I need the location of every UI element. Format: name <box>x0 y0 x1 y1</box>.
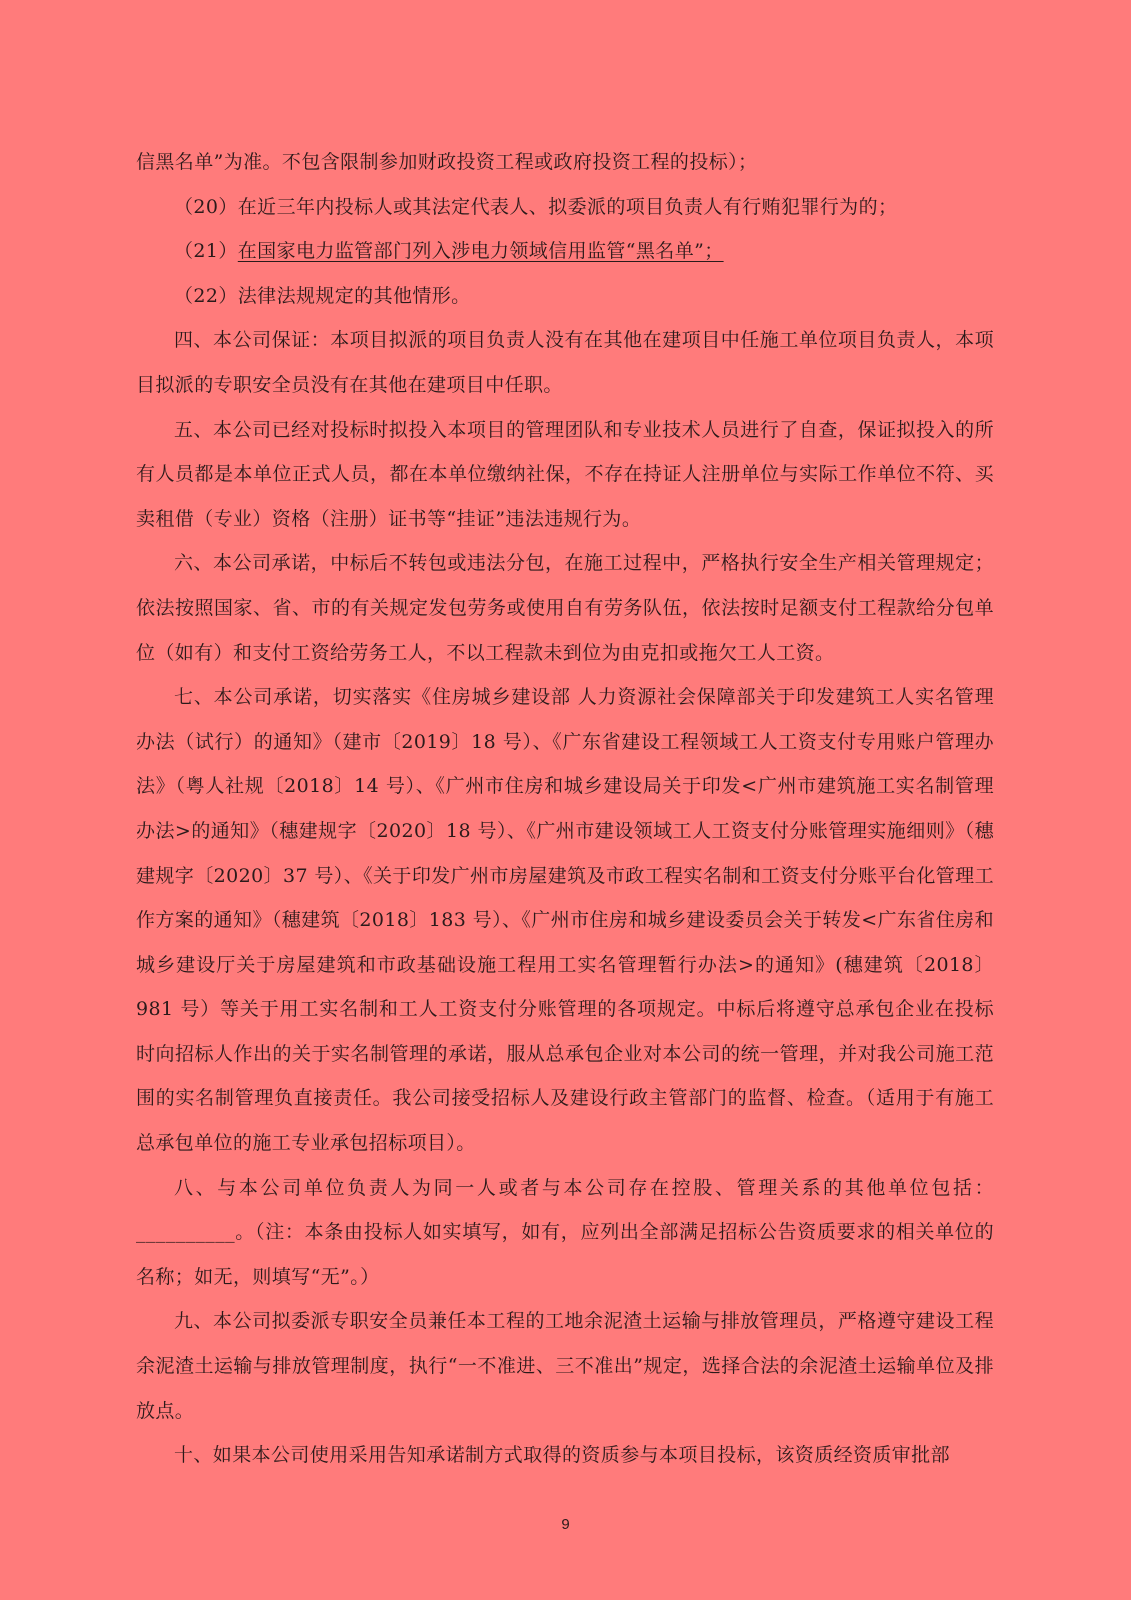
paragraph-section-5: 五、本公司已经对投标时拟投入本项目的管理团队和专业技术人员进行了自查，保证拟投入的所有人员都是本单位正式人员，都在本单位缴纳社保，不存在持证人注册单位与实际工作单位不符、买卖租借（专业）资格（注册）证书等“挂证”违法违规行为。 <box>136 418 994 530</box>
paragraph-section-10: 十、如果本公司使用采用告知承诺制方式取得的资质参与本项目投标，该资质经资质审批部 <box>174 1444 951 1467</box>
paragraph-clause-20: （20）在近三年内投标人或其法定代表人、拟委派的项目负责人有行贿犯罪行为的； <box>174 195 898 218</box>
paragraph-section-6: 六、本公司承诺，中标后不转包或违法分包，在施工过程中，严格执行安全生产相关管理规定；依法按照国家、省、市的有关规定发包劳务或使用自有劳务队伍，依法按时足额支付工程款给分包单位（如有）和支付工资给劳务工人，不以工程款未到位为由克扣或拖欠工人工资。 <box>136 552 994 664</box>
clause-21-number: （21） <box>174 240 238 263</box>
clause-21-underlined-text: 在国家电力监管部门列入涉电力领域信用监管“黑名单”； <box>237 240 724 263</box>
paragraph-continuation: 信黑名单”为准。不包含限制参加财政投资工程或政府投资工程的投标）； <box>136 151 758 173</box>
document-body <box>136 140 994 1478</box>
paragraph-clause-21 <box>136 229 994 274</box>
paragraph-section-7: 七、本公司承诺，切实落实《住房城乡建设部 人力资源社会保障部关于印发建筑工人实名管理办法（试行）的通知》（建市〔2019〕18 号）、《广东省建设工程领域工人工资支付专用账户管理办法》（粤人社规〔2018〕14 号）、《广州市住房和城乡建设局关于印发<广州市建筑施工实名制管理办法>的通知》（穗建规字〔2020〕18 号）、《广州市建设领域工人工资支付分账管理实施细则》（穗建规字〔2020〕37 号）、《关于印发广州市房屋建筑及市政工程实名制和工资支付分账平台化管理工作方案的通知》（穗建筑〔2018〕183 号）、《广州市住房和城乡建设委员会关于转发<广东省住房和城乡建设厅关于房屋建筑和市政基础设施工程用工实名管理暂行办法>的通知》(穗建筑〔2018〕981 号）等关于用工实名制和工人工资支付分账管理的各项规定。中标后将遵守总承包企业在投标时向招标人作出的关于实名制管理的承诺，服从总承包企业对本公司的统一管理，并对我公司施工范围的实名制管理负直接责任。我公司接受招标人及建设行政主管部门的监督、检查。（适用于有施工总承包单位的施工专业承包招标项目）。 <box>136 686 994 1155</box>
paragraph-section-8: 八、与本公司单位负责人为同一人或者与本公司存在控股、管理关系的其他单位包括：__________。（注：本条由投标人如实填写，如有，应列出全部满足招标公告资质要求的相关单位的名称；如无，则填写“无”。） <box>136 1176 994 1288</box>
paragraph-section-4: 四、本公司保证：本项目拟派的项目负责人没有在其他在建项目中任施工单位项目负责人，本项目拟派的专职安全员没有在其他在建项目中任职。 <box>136 329 994 396</box>
page-number: 9 <box>561 1516 570 1533</box>
paragraph-clause-22: （22）法律法规规定的其他情形。 <box>174 284 471 307</box>
paragraph-section-9: 九、本公司拟委派专职安全员兼任本工程的工地余泥渣土运输与排放管理员，严格遵守建设工程余泥渣土运输与排放管理制度，执行“一不准进、三不准出”规定，选择合法的余泥渣土运输单位及排放点。 <box>136 1310 994 1422</box>
